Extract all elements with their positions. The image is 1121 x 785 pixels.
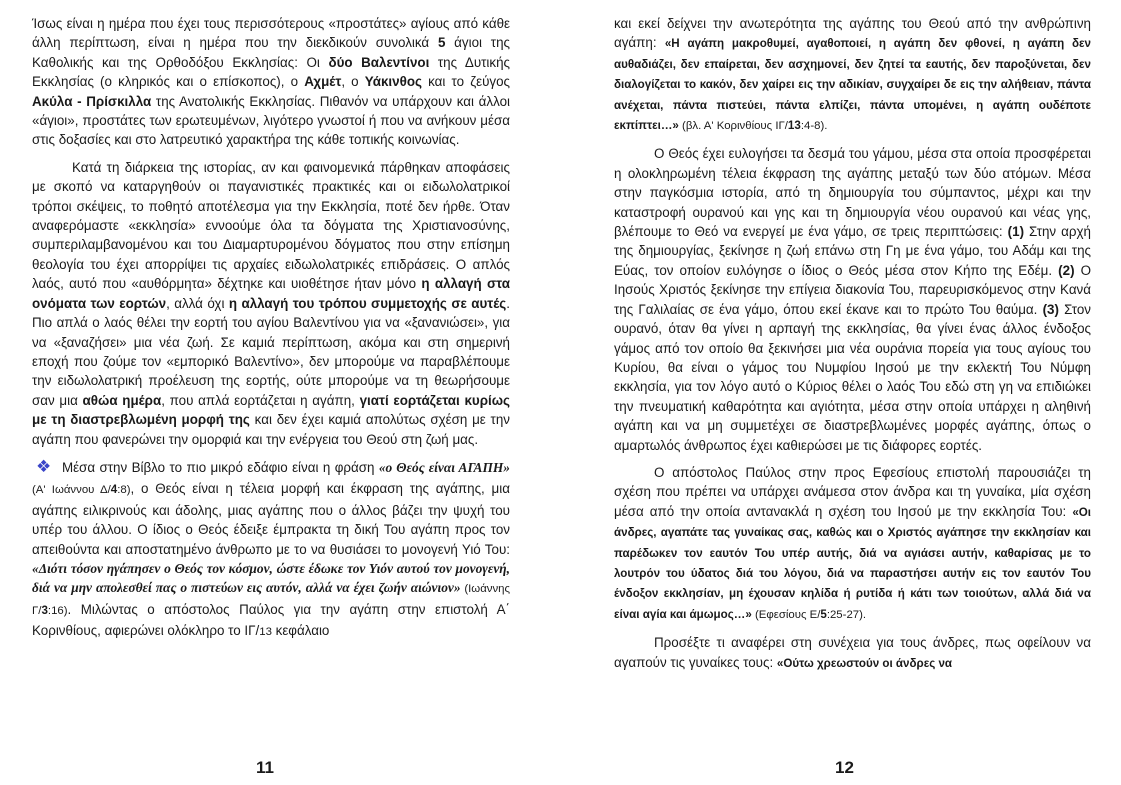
scripture-quote: «Ούτω χρεωστούν οι άνδρες να	[776, 656, 953, 670]
bold-text: αθώα ημέρα	[82, 392, 162, 408]
paragraph-ephesians	[614, 463, 1091, 625]
bold-text: Υάκινθος	[364, 74, 422, 90]
scripture-reference-verse: :4-8).	[800, 120, 828, 133]
text: Στον ουρανό, όταν θα γίνει η αρπαγή της εκκλησίας, θα γίνει ένας άλλος ένδοξος γάμος από τον οποίο θα ξεκινήσει μια νέα ουράνια πορεία για τους αγίους του Κυρίου, θα είναι ο γάμος του Νυμφίου Ιησού με την εκλεκτή Του Νύμφη εκκλησία, για τον λόγο αυτό ο Κύριος θέλει ο λαός Του εδώ στη γη να επιδιώκει την πνευματική καθαρότητα και αγιότητα, μέσα στην οποία υπάρχει η αληθινή αγάπη και να μη συμμετέχει σε διαστρεβλωμένες μορφές αγάπης, όπως ο αμαρτωλός άνθρωπος έχει καθιερώσει με τις διάφορες εορτές.	[614, 301, 1092, 453]
bold-text: γιατί εορτάζεται κυρίως με τη διαστρεβλωμένη μορφή της	[32, 392, 510, 428]
scripture-reference-verse: :8)	[117, 484, 131, 497]
bold-text: Αχμέτ	[304, 74, 342, 90]
text: άγιοι της Καθολικής και της Ορθοδόξου Εκκλησίας: Οι	[32, 35, 510, 70]
page-number-left: 11	[256, 758, 274, 777]
page-right	[614, 14, 1091, 681]
bold-text: δύο Βαλεντίνοι	[328, 54, 430, 70]
scripture-reference: (βλ. Α' Κορινθίους ΙΓ/	[678, 120, 788, 133]
scripture-reference-verse: :16)	[47, 604, 68, 617]
diamond-bullet-icon: ❖	[36, 456, 52, 476]
text: . Πιο απλά ο λαός θέλει την εορτή του αγίου Βαλεντίνου για να «ξανανιώσει», για να «ξαναζήσει» μια νέα ζωή. Σε καμιά περίπτωση, ακόμα και στη σημερινή εποχή που ζούμε τον «εμπορικό Βαλεντίνο», δεν μπορούμε να παραβλέπουμε την ειδωλολατρική προέλευση της εορτής, ούτε μπορούμε να τη θεωρήσουμε σαν μια	[32, 295, 510, 408]
scripture-reference-chapter: 5	[820, 607, 827, 621]
scripture-reference: (Α' Ιωάννου Δ/	[32, 484, 111, 497]
text: Προσέξτε τι αναφέρει στη συνέχεια για τους άνδρες, πως οφείλουν να αγαπούν τις γυναίκες τους:	[614, 635, 1091, 670]
text: Ίσως είναι η ημέρα που έχει τους περισσότερους «προστάτες» αγίους από κάθε άλλη περίπτωση, είναι η ημέρα που την διεκδικούν συνολικά	[32, 16, 510, 51]
text: και δεν έχει καμιά απολύτως σχέση με την αγάπη που φανερώνει την ομορφιά και την ενέργεια του Θεού στη ζωή μας.	[32, 412, 510, 447]
text: . Μιλώντας ο απόστολος Παύλος για την αγάπη στην επιστολή Α΄ Κορινθίους, αφιερώνει ολόκληρο το ΙΓ/	[32, 601, 510, 639]
bold-text: 5	[437, 35, 446, 51]
text: , ο Θεός είναι η τέλεια μορφή και έκφραση της αγάπης, μια αγάπης ειλικρινούς και άδολης, μιας αγάπης που ο άλλος βάζει την ψυχή του υπέρ του άλλου. Ο ίδιος ο Θεός έδειξε έμπρακτα τη δική Του αγάπη προς τον απειθούντα και αποστατημένο άνθρωπο με το να θυσιάσει το μονογενή Υιό Του:	[32, 481, 510, 557]
scripture-quote: «Οι άνδρες, αγαπάτε τας γυναίκας σας, καθώς και ο Χριστός αγάπησε την εκκλησίαν και παρέδωκεν τον εαυτόν Του υπέρ αυτής, διά να αγιάσει αυτήν, καθαρίσας με το λουτρόν του ύδατος διά του λόγου, διά να παραστήσει αυτήν εις τον εαυτόν Του ένδοξον εκκλησίαν, μη έχουσαν κηλίδα ή ρυτίδα ή κάτι των τοιούτων, αλλά διά να είναι αγία και άμωμος…»	[614, 505, 1091, 621]
scripture-reference: (Ιωάννης Γ/	[32, 583, 510, 617]
paragraph-husbands	[614, 633, 1091, 673]
bold-text: η αλλαγή του τρόπου συμμετοχής σε αυτές	[228, 295, 507, 311]
scripture-quote: «ο Θεός είναι ΑΓΑΠΗ»	[378, 459, 510, 475]
scripture-quote: «Διότι τόσον ηγάπησεν ο Θεός τον κόσμον, ώστε έδωκε τον Υιόν αυτού τον μονογενή, διά να μην απολεσθεί πας ο πιστεύων εις αυτόν, αλλά να έχει ζωήν αιώνιον»	[32, 560, 510, 596]
scripture-reference-verse: :25-27).	[826, 608, 867, 621]
scripture-reference: (Εφεσίους Ε/	[751, 608, 821, 621]
bold-text: η αλλαγή στα ονόματα των εορτών	[32, 276, 510, 311]
text: , που απλά εορτάζεται η αγάπη,	[161, 392, 360, 408]
list-number: (2)	[1058, 262, 1075, 278]
text: Ο απόστολος Παύλος στην προς Εφεσίους επιστολή παρουσιάζει τη σχέση που πρέπει να υπάρχει ανάμεσα στον άνδρα και τη γυναίκα, μία σχέση μέσα από την οποία αντανακλά η σχέση του Ιησού με την εκκλησία Του:	[614, 464, 1091, 519]
page-left	[32, 14, 510, 651]
paragraph-love-is-patient	[614, 14, 1091, 136]
scripture-reference-chapter: 3	[41, 603, 48, 617]
text: , αλλά όχι	[166, 295, 229, 311]
text: Στην αρχή της δημιουργίας, ξεκίνησε η ζωή επάνω στη Γη με ένα γάμο, του Αδάμ και της Εύας, τον οποίον ευλόγησε ο ίδιος ο Θεός μέσα στον Κήπο της Εδέμ.	[614, 224, 1091, 278]
paragraph-saints	[32, 14, 510, 150]
text: και εκεί δείχνει την ανωτερότητα της αγάπης του Θεού από την ανθρώπινη αγάπη:	[614, 16, 1091, 51]
bold-text: Ακύλα - Πρίσκιλλα	[32, 93, 152, 109]
scripture-reference-chapter: 4	[110, 483, 118, 497]
text: κεφάλαιο	[271, 623, 330, 639]
text: της Δυτικής Εκκλησίας (ο κληρικός και ο επίσκοπος), ο	[32, 54, 511, 90]
text: Ο Ιησούς Χριστός ξεκίνησε την επίγεια διακονία Του, παρευρισκόμενος στην Κανά της Γαλιλαίας σε ένα γάμο, όπου εκεί έκανε και το πρώτο Του θαύμα.	[614, 262, 1092, 317]
text: της Ανατολικής Εκκλησίας. Πιθανόν να υπάρχουν και άλλοι «άγιοι», προστάτες των ερωτευμένων, λιγότερο γνωστοί ή που να ανήκουν μέσα στις δοξασίες και στο λατρευτικό χαρακτήρα της κάθε τοπικής κοινωνίας.	[32, 93, 510, 148]
paragraph-history	[32, 158, 510, 449]
page-number-right: 12	[835, 758, 854, 777]
text: Ο Θεός έχει ευλογήσει τα δεσμά του γάμου, μέσα στα οποία προσφέρεται η ολοκληρωμένη τέλεια έκφραση της αγάπης μεταξύ των δύο ατόμων. Μέσα στην παγκόσμια ιστορία, από τη δημιουργία του σύμπαντος, μέχρι και την καταστροφή ουρανού και γης και τη δημιουργία νέου ουρανού και νέας γης, βλέπουμε το Θεό να ενεργεί με ένα γάμο, σε τρεις περιπτώσεις:	[614, 146, 1091, 240]
text: Μέσα στην Βίβλο το πιο μικρό εδάφιο είναι η φράση	[61, 459, 379, 475]
text: Κατά τη διάρκεια της ιστορίας, αν και φαινομενικά πάρθηκαν αποφάσεις με σκοπό να καταργηθούν οι παγανιστικές πρακτικές και οι ειδωλολατρικοί τρόποι σκέψεις, το ποθητό αποτέλεσμα για την Εκκλησία, ποτέ δεν ήρθε. Όταν αναφερόμαστε «εκκλησία» εννοούμε όλα τα δόγματα της Χριστιανοσύνης, συμπεριλαμβανομένου και του Διαμαρτυρομένου δόγματος που στην επίσημη θεολογία του έχει απορρίψει τις αρχαίες ειδωλολατρικές επιδράσεις. Ο απλός λαός, αυτό που «αυθόρμητα» δέχτηκε και υιοθέτησε ήταν μόνο	[32, 159, 510, 292]
list-number: (1)	[1007, 224, 1025, 240]
scripture-reference-chapter: 13	[787, 119, 801, 133]
text: , ο	[341, 74, 365, 90]
list-number: (3)	[1042, 301, 1059, 317]
paragraph-marriage	[614, 144, 1091, 455]
text: και το ζεύγος	[421, 74, 510, 90]
chapter-number: 13	[259, 626, 272, 639]
paragraph-god-is-love	[32, 457, 510, 643]
scripture-quote: «Η αγάπη μακροθυμεί, αγαθοποιεί, η αγάπη δεν φθονεί, η αγάπη δεν αυθαδιάζει, δεν επαίρεται, δεν ασχημονεί, δεν ζητεί τα εαυτής, δεν παροξύνεται, δεν διαλογίζεται το κακόν, δεν χαίρει εις την αδικίαν, συγχαίρει δε εις την αλήθειαν, πάντα ανέχεται, πάντα πιστεύει, πάντα ελπίζει, πάντα υπομένει, η αγάπη ουδέποτε εκπίπτει…»	[614, 37, 1091, 133]
